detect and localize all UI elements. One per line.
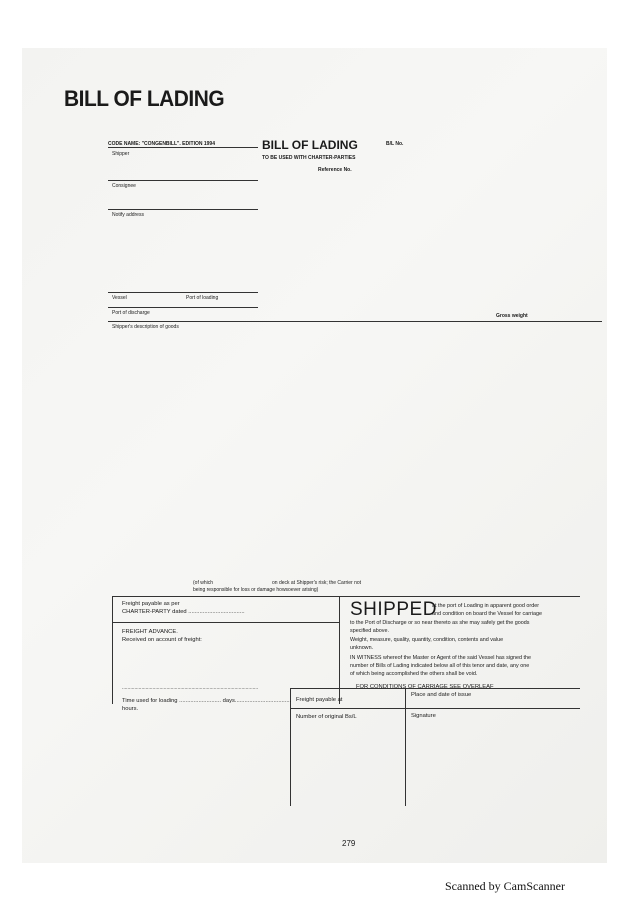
- table-left-rule: [112, 596, 113, 704]
- shipped-heading: SHIPPED: [350, 599, 437, 620]
- form-subtitle: TO BE USED WITH CHARTER-PARTIES: [262, 155, 356, 161]
- shipped-line6: unknown.: [350, 645, 374, 651]
- issue-box-mid-rule: [405, 688, 406, 806]
- deck-note-left: (of which: [193, 580, 214, 586]
- goods-description-label: Shipper's description of goods: [112, 324, 179, 330]
- freight-payable-line2: CHARTER-PARTY dated ...................................: [122, 609, 245, 615]
- scanned-page: [22, 48, 607, 863]
- deck-note-right: on deck at Shipper's risk; the Carrier not: [272, 580, 362, 586]
- vessel-label: Vessel: [112, 295, 127, 301]
- conditions-of-carriage: FOR CONDITIONS OF CARRIAGE SEE OVERLEAF: [356, 684, 494, 690]
- consignee-rule: [108, 209, 258, 210]
- received-dotted-line: ..................................................................................................: [122, 685, 259, 691]
- goods-header-rule: [108, 321, 602, 322]
- time-used-line2: hours.: [122, 706, 139, 712]
- port-of-loading-label: Port of loading: [186, 295, 219, 301]
- page-number: 279: [342, 839, 356, 848]
- scanner-footer: Scanned by CamScanner: [445, 879, 565, 893]
- shipped-line3: to the Port of Discharge or so near thereto as she may safely get the goods: [350, 620, 530, 626]
- deck-note-line2: being responsible for loss or damage howsoever arising): [193, 587, 319, 593]
- port-of-discharge-label: Port of discharge: [112, 310, 150, 316]
- shipped-head-line2: and condition on board the Vessel for carriage: [432, 611, 542, 617]
- form-title: BILL OF LADING: [262, 138, 358, 152]
- shipped-head-line1: at the port of Loading in apparent good order: [432, 603, 539, 609]
- shipped-line5: Weight, measure, quality, quantity, condition, contents and value: [350, 637, 504, 643]
- issue-box-left-rule: [290, 688, 291, 806]
- shipped-line4: specified above.: [350, 628, 389, 634]
- freight-payable-at-label: Freight payable at: [296, 697, 343, 703]
- freight-divider: [112, 622, 340, 623]
- place-date-issue-label: Place and date of issue: [411, 692, 472, 698]
- table-top-rule: [112, 596, 580, 597]
- witness-line2: number of Bills of Lading indicated below all of this tenor and date, any one: [350, 663, 530, 669]
- time-used-line1: Time used for loading .......................... days...................................: [122, 698, 292, 704]
- vessel-rule-top: [108, 292, 258, 293]
- issue-box-row-rule: [290, 708, 580, 709]
- freight-advance-label: FREIGHT ADVANCE.: [122, 629, 178, 635]
- gross-weight-label: Gross weight: [496, 313, 528, 319]
- notify-address-label: Notify address: [112, 212, 144, 218]
- number-original-label: Number of original Bs/L: [296, 714, 357, 720]
- reference-number-label: Reference No.: [318, 167, 352, 173]
- witness-line3: of which being accomplished the others shall be void.: [350, 671, 478, 677]
- shipper-label: Shipper: [112, 151, 130, 157]
- witness-line1: IN WITNESS whereof the Master or Agent of the said Vessel has signed the: [350, 655, 531, 661]
- bl-number-label: B/L No.: [386, 141, 404, 147]
- page-title: BILL OF LADING: [64, 86, 225, 111]
- freight-payable-line1: Freight payable as per: [122, 601, 180, 607]
- header-rule: [108, 147, 258, 148]
- received-on-account-label: Received on account of freight:: [122, 637, 202, 643]
- shipper-rule: [108, 180, 258, 181]
- consignee-label: Consignee: [112, 183, 136, 189]
- code-name: CODE NAME: "CONGENBILL". EDITION 1994: [108, 141, 215, 147]
- signature-label: Signature: [411, 713, 436, 719]
- vessel-rule-bottom: [108, 307, 258, 308]
